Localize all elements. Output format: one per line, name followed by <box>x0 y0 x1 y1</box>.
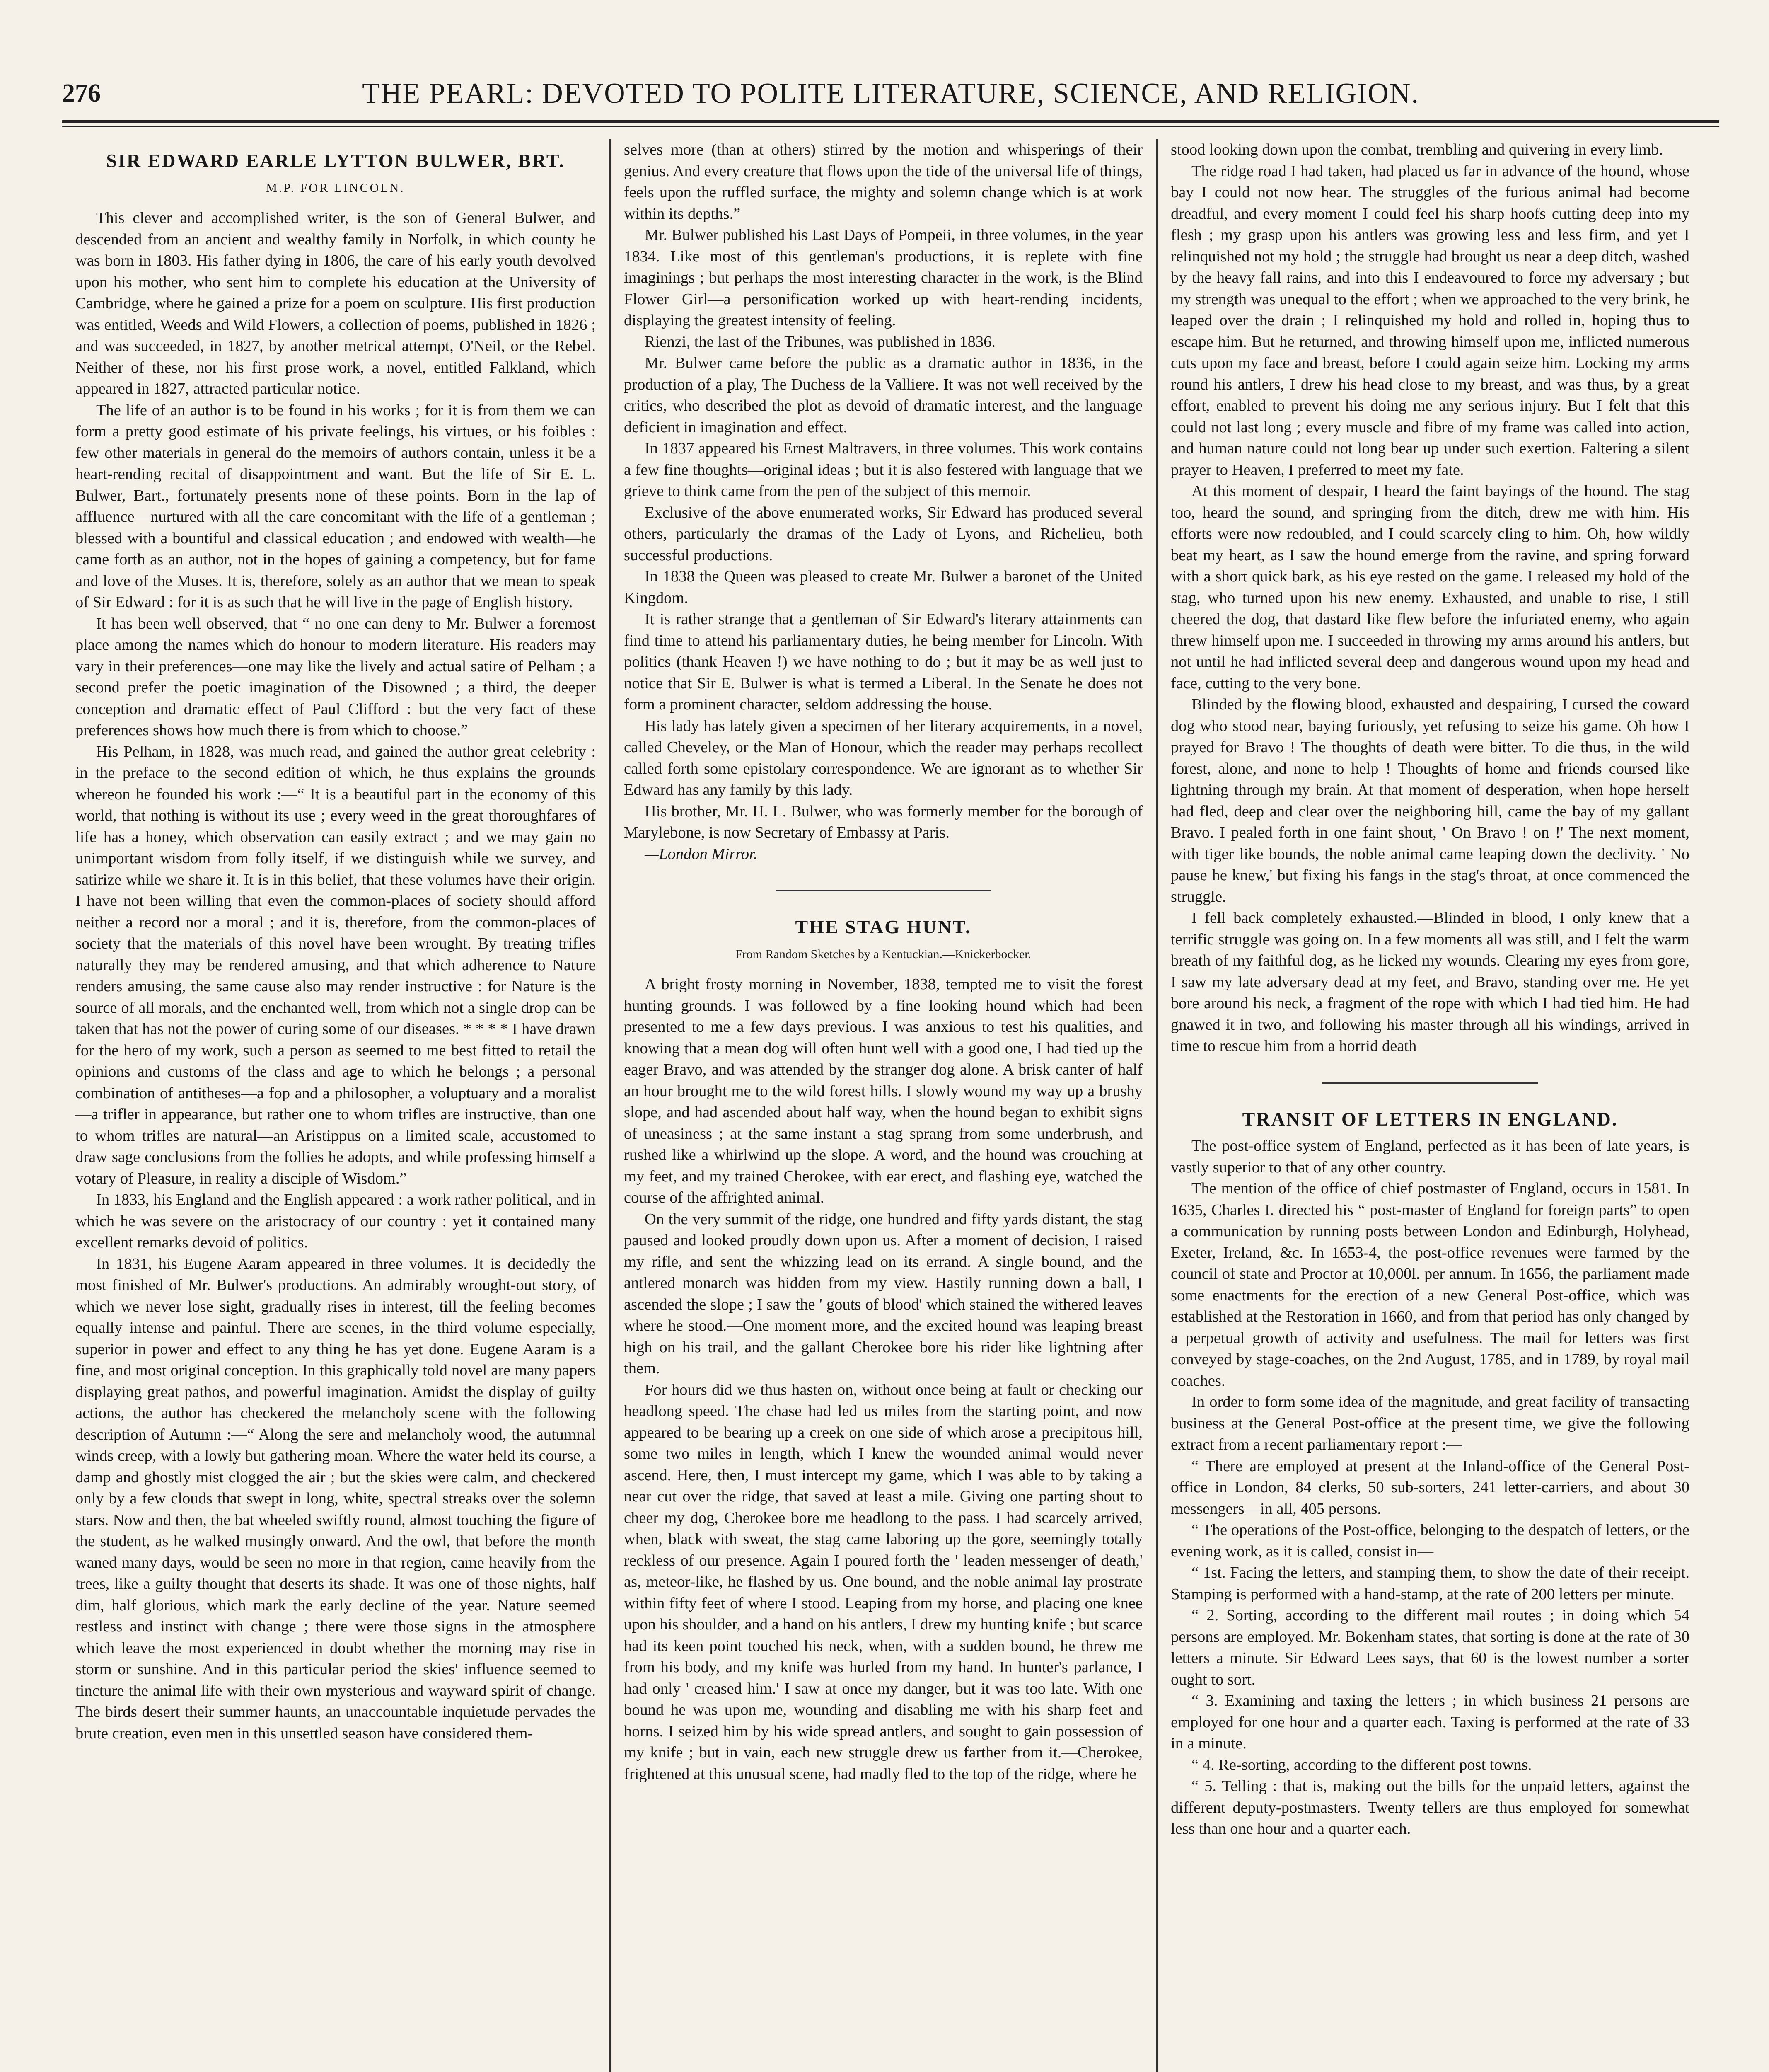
article-source-bulwer: —London Mirror. <box>645 845 758 863</box>
column-2 <box>609 139 1156 2072</box>
paragraph: “ 5. Telling : that is, making out the bills for the unpaid letters, against the different deputy-postmasters. Twenty tellers are thus employed for somewhat less than one hour and a quarter each. <box>1171 1777 1689 1837</box>
paragraph: Mr. Bulwer came before the public as a dramatic author in 1836, in the production of a play, The Duchess de la Valliere. It was not well received by the critics, who described the plot as devoid of dramatic interest, and the language deficient in imagination and effect. <box>624 354 1143 436</box>
columns <box>62 139 1719 2072</box>
masthead-divider <box>62 126 1719 127</box>
article-title-bulwer: SIR EDWARD EARLE LYTTON BULWER, BRT. <box>106 150 565 171</box>
paragraph: This clever and accomplished writer, is the son of General Bulwer, and descended from an ancient and wealthy family in Norfolk, in which county he was born in 1803. His father dying in 1806, the care of his early youth devolved upon his mother, who sent him to complete his education at the University of Cambridge, where he gained a prize for a poem on sculpture. His first production was entitled, Weeds and Wild Flowers, a collection of poems, published in 1826 ; and was succeeded, in 1827, by another metrical attempt, O'Neil, or the Rebel. Neither of these, nor his first prose work, a novel, entitled Falkland, which appeared in 1827, attracted particular notice. <box>75 209 596 397</box>
article-title-stag-hunt: THE STAG HUNT. <box>795 916 972 937</box>
paragraph: A bright frosty morning in November, 1838, tempted me to visit the forest hunting grounds. I was followed by a fine looking hound which had been presented to me a few days previous. I was anxious to test his qualities, and knowing that a mean dog will often hunt well with a good one, I had tied up the eager Bravo, and was attended by the stranger dog alone. A brisk canter of half an hour brought me to the wild forest hills. I slowly wound my way up a brushy slope, and had ascended about half way, when the hound began to exhibit signs of uneasiness ; at the same instant a stag sprang from some underbrush, and rushed like a whirlwind up the slope. A word, and the hound was crouching at my feet, and my trained Cherokee, with ear erect, and flashing eye, watched the course of the affrighted animal. <box>624 975 1143 1206</box>
paragraph: His brother, Mr. H. L. Bulwer, who was formerly member for the borough of Marylebone, is now Secretary of Embassy at Paris. <box>624 802 1143 841</box>
section-divider <box>1322 1082 1538 1084</box>
article-title-transit-of-letters: TRANSIT OF LETTERS IN ENGLAND. <box>1242 1108 1618 1130</box>
page-number: 276 <box>62 79 101 107</box>
paragraph: Blinded by the flowing blood, exhausted and despairing, I cursed the coward dog who stood near, baying furiously, yet refusing to seize his game. Oh how I prayed for Bravo ! The thoughts of death were bitter. To die thus, in the wild forest, alone, and none to help ! Thoughts of home and friends coursed like lightning through my brain. At that moment of desperation, when hope herself had fled, deep and clear over the neighboring hill, came the bay of my gallant Bravo. I pealed forth in one faint shout, ' On Bravo ! on !' The next moment, with tiger like bounds, the noble animal came leaping down the declivity. ' No pause he knew,' but fixing his fangs in the stag's throat, at once commenced the struggle. <box>1171 696 1689 905</box>
paragraph: His lady has lately given a specimen of her literary acquirements, in a novel, called Cheveley, or the Man of Honour, which the reader may perhaps recollect called forth some epistolary correspondence. We are ignorant as to whether Sir Edward has any family by this lady. <box>624 717 1143 799</box>
paragraph: The ridge road I had taken, had placed us far in advance of the hound, whose bay I could not now hear. The struggles of the furious animal had become dreadful, and every moment I could feel his sharp hoofs cutting deep into my flesh ; my grasp upon his antlers was growing less and less firm, and yet I relinquished not my hold ; the struggle had brought us near a deep ditch, washed by the heavy fall rains, and into this I endeavoured to force my adversary ; but my strength was unequal to the effort ; when we approached to the very brink, he leaped over the drain ; I relinquished my hold and rolled in, hoping thus to escape him. But he returned, and throwing himself upon me, inflicted numerous cuts upon my face and breast, before I could again seize him. Locking my arms round his antlers, I drew his head close to my breast, and was thus, by a great effort, enabled to prevent his doing me any serious injury. But I felt that this could not last long ; every muscle and fibre of my frame was called into action, and human nature could not long bear up under such exertion. Faltering a silent prayer to Heaven, I preferred to meet my fate. <box>1171 162 1689 479</box>
paragraph: Exclusive of the above enumerated works, Sir Edward has produced several others, particularly the dramas of the Lady of Lyons, and Richelieu, both successful productions. <box>624 503 1143 564</box>
paragraph: Rienzi, the last of the Tribunes, was published in 1836. <box>645 333 996 351</box>
paragraph: “ 1st. Facing the letters, and stamping them, to show the date of their receipt. Stamping is performed with a hand-stamp, at the rate of 200 letters per minute. <box>1171 1564 1689 1603</box>
column-3 <box>1156 139 1703 2072</box>
paragraph: For hours did we thus hasten on, without once being at fault or checking our headlong speed. The chase had led us miles from the starting point, and now appeared to be bearing up a creek on one side of which arose a precipitous hill, some two miles in length, which I knew the wounded animal would never ascend. Here, then, I must intercept my game, which I was able to by taking a near cut over the ridge, that saved at least a mile. Giving one parting shout to cheer my dog, Cherokee bore me headlong to the pass. I had scarcely arrived, when, black with sweat, the stag came laboring up the gore, seemingly totally reckless of our presence. Again I poured forth the ' leaden messenger of death,' as, meteor-like, he flashed by us. One bound, and the noble animal lay prostrate within fifty feet of where I stood. Leaping from my horse, and placing one knee upon his shoulder, and a hand on his antlers, I drew my hunting knife ; but scarce had its keen point touched his neck, when, with a sudden bound, he threw me from his body, and my knife was hurled from my hand. In hunter's parlance, I had only ' creased him.' I saw at once my danger, but it was too late. With one bound he was upon me, wounding and disabling me with his sharp feet and horns. I seized him by his wide spread antlers, and sought to gain possession of my knife ; but in vain, each new struggle drew us farther from it.—Cherokee, frightened at this unusual scene, had madly fled to the top of the ridge, where he <box>624 1381 1143 1783</box>
paragraph: stood looking down upon the combat, trembling and quivering in every limb. <box>1171 141 1663 158</box>
paragraph: The life of an author is to be found in his works ; for it is from them we can form a pretty good estimate of his private feelings, his virtues, or his foibles : few other materials in general do the memoirs of authors contain, unless it be a heart-rending recital of disappointment and want. But the life of Sir E. L. Bulwer, Bart., fortunately presents none of these points. Born in the lap of affluence—nurtured with all the care concomitant with the life of a gentleman ; blessed with a bountiful and classical education ; and endowed with wealth—he came forth as an author, not in the hopes of gaining a competency, but for fame and love of the Muses. It is, therefore, solely as an author that we mean to speak of Sir Edward : for it is as such that he will live in the page of English history. <box>75 401 596 611</box>
paragraph: “ 2. Sorting, according to the different mail routes ; in doing which 54 persons are employed. Mr. Bokenham states, that sorting is done at the rate of 30 letters a minute. Sir Edward Lees says, that 60 is the lowest number a sorter ought to sort. <box>1171 1607 1689 1688</box>
paragraph: At this moment of despair, I heard the faint bayings of the hound. The stag too, heard the sound, and springing from the ditch, drew me with him. His efforts were now redoubled, and I could scarcely cling to him. Oh, how wildly beat my heart, as I saw the hound emerge from the ravine, and spring forward with a short quick bark, as his eye rested on the game. I released my hold of the stag, who turned upon his new enemy. Exhausted, and unable to rise, I still cheered the dog, that dastard like flew before the infuriated enemy, who again threw himself upon me. I succeeded in throwing my arms around his antlers, but not until he had inflicted several deep and dangerous wound upon my head and face, cutting to the very bone. <box>1171 482 1689 692</box>
paragraph: “ There are employed at present at the Inland-office of the General Post-office in London, 84 clerks, 50 sub-sorters, 241 letter-carriers, and about 30 messengers—in all, 405 persons. <box>1171 1457 1689 1518</box>
paragraph: In order to form some idea of the magnitude, and great facility of transacting business at the General Post-office at the present time, we give the following extract from a recent parliamentary report :— <box>1171 1393 1689 1453</box>
publication-title: THE PEARL: DEVOTED TO POLITE LITERATURE, SCIENCE, AND RELIGION. <box>362 77 1419 109</box>
paragraph: It is rather strange that a gentleman of Sir Edward's literary attainments can find time to attend his parliamentary duties, he being member for Lincoln. With politics (thank Heaven !) we have nothing to do ; but it may be as well just to notice that Sir E. Bulwer is what is termed a Liberal. In the Senate he does not form a prominent character, seldom addressing the house. <box>624 610 1143 713</box>
paragraph: Mr. Bulwer published his Last Days of Pompeii, in three volumes, in the year 1834. Like most of this gentleman's productions, it is replete with fine imaginings ; but perhaps the most interesting character in the work, is the Blind Flower Girl—a personification worked up with heart-rending incidents, displaying the greatest intensity of feeling. <box>624 226 1143 329</box>
masthead <box>62 70 1719 123</box>
paragraph: In 1833, his England and the English appeared : a work rather political, and in which he was severe on the aristocracy of our country : yet it contained many excellent remarks devoid of politics. <box>75 1191 596 1251</box>
paragraph: In 1837 appeared his Ernest Maltravers, in three volumes. This work contains a few fine thoughts—original ideas ; but it is also festered with language that we grieve to think came from the pen of the subject of this memoir. <box>624 440 1143 500</box>
paragraph: I fell back completely exhausted.—Blinded in blood, I only knew that a terrific struggle was going on. In a few moments all was still, and I felt the warm breath of my faithful dog, as he licked my wounds. Clearing my eyes from gore, I saw my late adversary dead at my feet, and Bravo, standing over me. He yet bore around his neck, a fragment of the rope with which I had tied him. He had gnawed it in two, and following his master through all his windings, arrived in time to rescue him from a horrid death <box>1171 909 1689 1055</box>
paragraph: selves more (than at others) stirred by the motion and whisperings of their genius. And every creature that flows upon the tide of the universal life of things, feels upon the ruffled surface, the mighty and solemn change which is at work within its depths.” <box>624 141 1143 223</box>
paragraph: In 1838 the Queen was pleased to create Mr. Bulwer a baronet of the United Kingdom. <box>624 568 1143 607</box>
paragraph: It has been well observed, that “ no one can deny to Mr. Bulwer a foremost place among the names which do honour to modern literature. His readers may vary in their preferences—one may like the lively and actual satire of Pelham ; a second prefer the poetic imagination of the Disowned ; a third, the deeper conception and dramatic effect of Paul Clifford : but the very fact of these preferences shows how much there is from which to choose.” <box>75 615 596 739</box>
column-1 <box>62 139 609 2072</box>
article-source-stag-hunt: From Random Sketches by a Kentuckian.—Knickerbocker. <box>735 947 1031 961</box>
paragraph: “ 3. Examining and taxing the letters ; in which business 21 persons are employed for one hour and a quarter each. Taxing is performed at the rate of 33 in a minute. <box>1171 1692 1689 1752</box>
paragraph: On the very summit of the ridge, one hundred and fifty yards distant, the stag paused and looked proudly down upon us. After a moment of decision, I raised my rifle, and sent the whizzing lead on its errand. A single bound, and the antlered monarch was hidden from my view. Hastily running down a ball, I ascended the slope ; I saw the ' gouts of blood' which stained the withered leaves where he stood.—One moment more, and the excited hound was leaping breast high on his trail, and the gallant Cherokee bore his rider like lightning after them. <box>624 1210 1143 1377</box>
paragraph: “ 4. Re-sorting, according to the different post towns. <box>1191 1756 1532 1774</box>
paragraph: The post-office system of England, perfected as it has been of late years, is vastly superior to that of any other country. <box>1171 1137 1689 1176</box>
paragraph: In 1831, his Eugene Aaram appeared in three volumes. It is decidedly the most finished of Mr. Bulwer's productions. An admirably wrought-out story, of which we never lose sight, gradually rises in interest, till the feeling becomes equally intense and painful. There are scenes, in the third volume especially, superior in power and effect to any thing he has yet done. Eugene Aaram is a fine, and most original conception. In this graphically told novel are many papers displaying great pathos, and powerful imagination. Amidst the display of guilty actions, the author has checkered the melancholy scene with the following description of Autumn :—“ Along the sere and melancholy wood, the autumnal winds creep, with a lowly but gathering moan. Where the water held its course, a damp and ghostly mist clogged the air ; but the skies were calm, and checkered only by a few clouds that swept in long, white, spectral streaks over the solemn stars. Now and then, the bat wheeled swiftly round, almost touching the figure of the student, as he walked musingly onward. And the owl, that before the month waned many days, would be seen no more in that region, came heavily from the trees, like a guilty thought that deserts its shade. It was one of those nights, half dim, half glorious, which mark the early decline of the year. Nature seemed restless and instinct with change ; there were those signs in the atmosphere which leave the most experienced in doubt whether the morning may rise in storm or sunshine. And in this particular period the skies' influence seemed to tincture the animal life with their own mysterious and wayward spirit of change. The birds desert their summer haunts, an unaccountable inquietude pervades the brute creation, even men in this unsettled season have considered them- <box>75 1255 596 1742</box>
article-subtitle-bulwer: M.P. FOR LINCOLN. <box>266 181 405 195</box>
section-divider <box>776 890 991 891</box>
paragraph: “ The operations of the Post-office, belonging to the despatch of letters, or the evening work, as it is called, consist in— <box>1171 1521 1689 1560</box>
paragraph: The mention of the office of chief postmaster of England, occurs in 1581. In 1635, Charles I. directed his “ post-master of England for foreign parts” to open a communication by running posts between London and Edinburgh, Holyhead, Exeter, Ireland, &c. In 1653-4, the post-office revenues were farmed by the council of state and Proctor at 10,000l. per annum. In 1656, the parliament made some enactments for the erection of a new General Post-office, which was established at the Restoration in 1660, and from that period has only changed by a perpetual growth of activity and usefulness. The mail for letters was first conveyed by stage-coaches, on the 2nd August, 1785, and in 1789, by royal mail coaches. <box>1171 1180 1689 1389</box>
paragraph: His Pelham, in 1828, was much read, and gained the author great celebrity : in the preface to the second edition of which, he thus explains the grounds whereon he founded his work :—“ It is a beautiful part in the economy of this world, that nothing is without its use ; every weed in the great thoroughfares of life has a honey, which observation can easily extract ; and we may gain no unimportant wisdom from folly itself, if we distinguish while we survey, and satirize while we share it. It is in this belief, that these volumes have their origin. I have not been willing that even the common-places of society should afford neither a record nor a moral ; and it is, therefore, from the common-places of society that the materials of this novel have been wrought. By treating trifles naturally they may be rendered amusing, and that which adherence to Nature renders amusing, the same cause also may render instructive : for Nature is the source of all morals, and the enchanted well, from which not a single drop can be taken that has not the power of curing some of our diseases. * * * * I have drawn for the hero of my work, such a person as seemed to me best fitted to retail the opinions and customs of the class and age to which he belongs ; a personal combination of antitheses—a fop and a philosopher, a voluptuary and a moralist—a trifler in appearance, but rather one to whom trifles are instructive, than one to whom trifles are natural—an Aristippus on a limited scale, accustomed to draw sage conclusions from the follies he adopts, and while professing himself a votary of Pleasure, in reality a disciple of Wisdom.” <box>75 743 596 1187</box>
